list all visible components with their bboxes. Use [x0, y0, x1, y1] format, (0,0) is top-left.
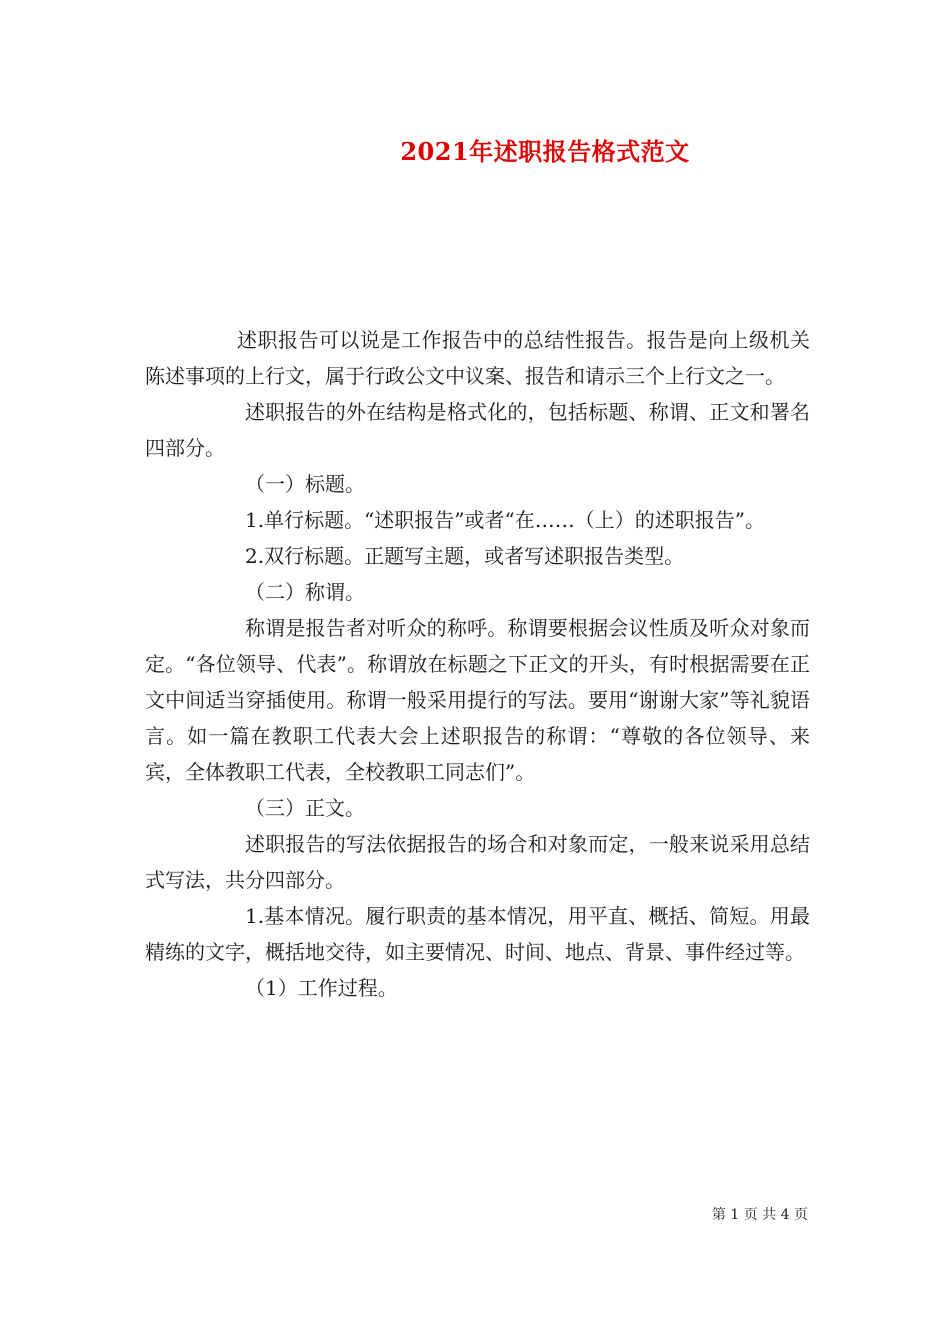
page-number: 第 1 页 共 4 页 [711, 1207, 808, 1223]
document-title: 2021年述职报告格式范文 [400, 137, 690, 166]
heading-salutation-section: （二）称谓。 [245, 580, 365, 604]
paragraph-structure: 述职报告的外在结构是格式化的，包括标题、称谓、正文和署名四部分。 [145, 400, 810, 460]
paragraph-single-title: 1.单行标题。“述职报告”或者“在……（上）的述职报告”。 [245, 508, 765, 532]
paragraph-salutation: 称谓是报告者对听众的称呼。称谓要根据会议性质及听众对象而定。“各位领导、代表”。称谓放在标题之下正文的开头，有时根据需要在正文中间适当穿插使用。称谓一般采用提行的写法。要用“谢谢大家”等礼貌语言。如一篇在教职工代表大会上述职报告的称谓：“尊敬的各位领导、来宾，全体教职工代表，全校教职工同志们”。 [145, 616, 810, 784]
document-body [145, 322, 810, 1006]
heading-body-section: （三）正文。 [245, 796, 365, 820]
paragraph-basic-situation: 1.基本情况。履行职责的基本情况，用平直、概括、简短。用最精练的文字，概括地交待，如主要情况、时间、地点、背景、事件经过等。 [145, 904, 810, 964]
paragraph-intro: 述职报告可以说是工作报告中的总结性报告。报告是向上级机关陈述事项的上行文，属于行政公文中议案、报告和请示三个上行文之一。 [145, 328, 810, 388]
heading-title-section: （一）标题。 [245, 472, 365, 496]
paragraph-body-method: 述职报告的写法依据报告的场合和对象而定，一般来说采用总结式写法，共分四部分。 [145, 832, 810, 892]
heading-work-process: （1）工作过程。 [245, 976, 398, 1000]
paragraph-double-title: 2.双行标题。正题写主题，或者写述职报告类型。 [245, 544, 685, 568]
